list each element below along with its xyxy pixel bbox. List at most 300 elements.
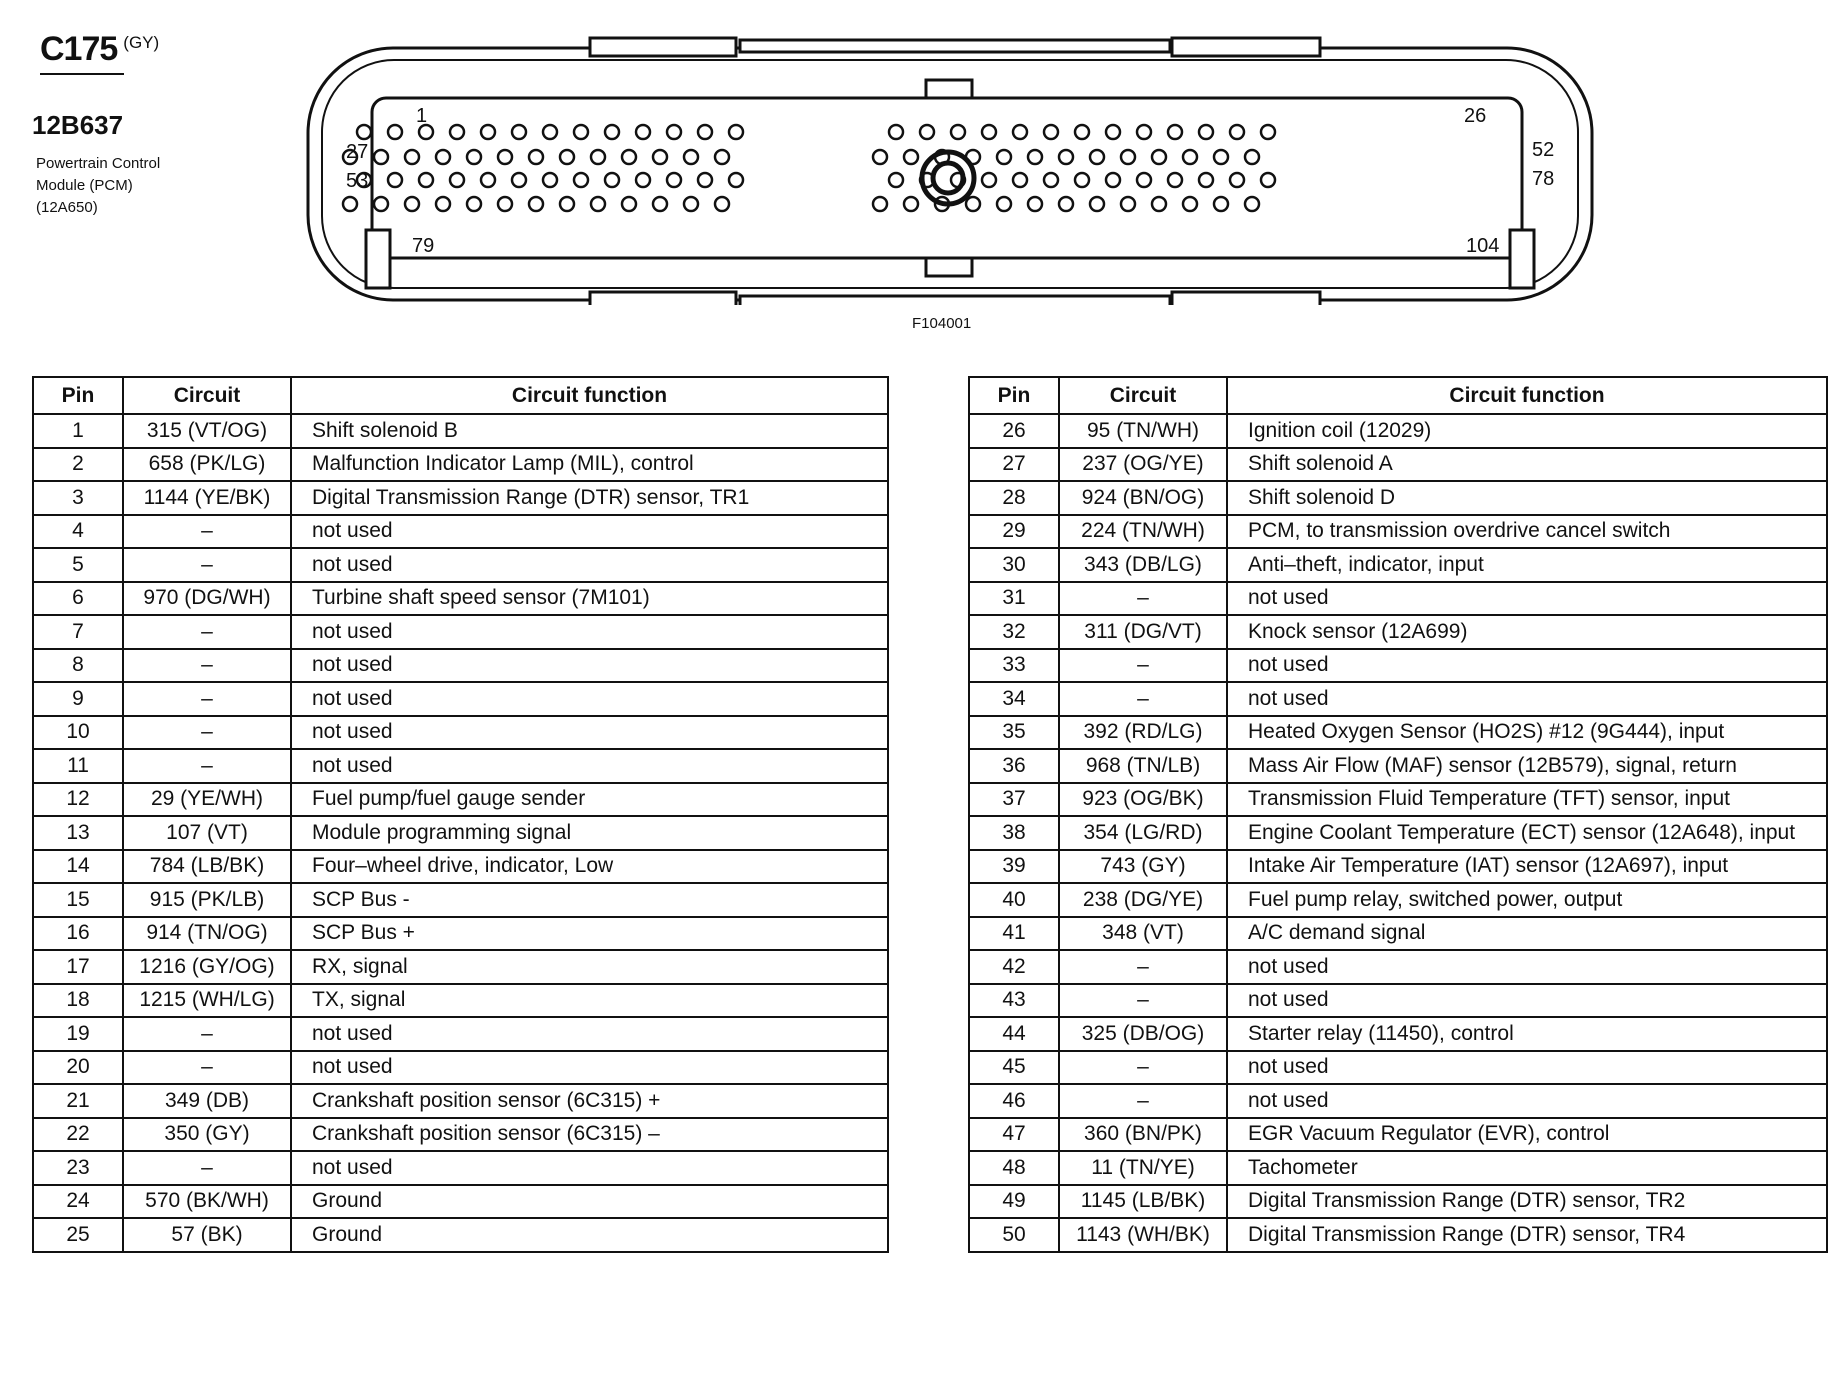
pin-hole bbox=[698, 125, 712, 139]
pin-cell: 2 bbox=[33, 448, 123, 482]
pin-hole bbox=[560, 150, 574, 164]
circuit-cell: 57 (BK) bbox=[123, 1218, 291, 1252]
table-row bbox=[969, 481, 1827, 515]
pin-hole bbox=[543, 125, 557, 139]
pin-hole bbox=[889, 125, 903, 139]
pin-cell: 39 bbox=[969, 850, 1059, 884]
table-row bbox=[969, 850, 1827, 884]
function-cell: not used bbox=[291, 749, 888, 783]
function-cell: not used bbox=[1227, 649, 1827, 683]
pin-cell: 25 bbox=[33, 1218, 123, 1252]
pin-cell: 46 bbox=[969, 1084, 1059, 1118]
pin-cell: 9 bbox=[33, 682, 123, 716]
function-cell: Ground bbox=[291, 1218, 888, 1252]
circuit-cell: 343 (DB/LG) bbox=[1059, 548, 1227, 582]
pin-hole bbox=[889, 173, 903, 187]
pin-label-26: 26 bbox=[1464, 105, 1487, 127]
table-row bbox=[33, 548, 888, 582]
pin-hole bbox=[667, 125, 681, 139]
pin-cell: 37 bbox=[969, 783, 1059, 817]
table-row bbox=[969, 950, 1827, 984]
connector-color: (GY) bbox=[123, 33, 160, 52]
header-pin: Pin bbox=[33, 377, 123, 414]
pin-hole bbox=[574, 173, 588, 187]
function-cell: Digital Transmission Range (DTR) sensor, TR1 bbox=[291, 481, 888, 515]
circuit-cell: 107 (VT) bbox=[123, 816, 291, 850]
pin-hole bbox=[1059, 197, 1073, 211]
circuit-cell: – bbox=[123, 682, 291, 716]
function-cell: SCP Bus - bbox=[291, 883, 888, 917]
pin-cell: 27 bbox=[969, 448, 1059, 482]
pin-hole bbox=[1090, 150, 1104, 164]
pin-hole bbox=[653, 150, 667, 164]
pin-cell: 29 bbox=[969, 515, 1059, 549]
pin-label-79: 79 bbox=[412, 235, 435, 257]
bottom-key bbox=[926, 258, 972, 276]
pin-holes bbox=[343, 125, 1275, 211]
pin-hole bbox=[436, 150, 450, 164]
table-row bbox=[33, 716, 888, 750]
table-row bbox=[969, 582, 1827, 616]
function-cell: not used bbox=[291, 682, 888, 716]
function-cell: Shift solenoid A bbox=[1227, 448, 1827, 482]
top-latch-tabs bbox=[590, 38, 1320, 56]
pin-hole bbox=[605, 125, 619, 139]
table-row bbox=[33, 1185, 888, 1219]
pin-hole bbox=[904, 150, 918, 164]
circuit-cell: – bbox=[1059, 649, 1227, 683]
function-cell: not used bbox=[291, 1151, 888, 1185]
pin-hole bbox=[729, 125, 743, 139]
pin-cell: 1 bbox=[33, 414, 123, 448]
function-cell: Four–wheel drive, indicator, Low bbox=[291, 850, 888, 884]
function-cell: Turbine shaft speed sensor (7M101) bbox=[291, 582, 888, 616]
table-row bbox=[969, 984, 1827, 1018]
figure-id: F104001 bbox=[912, 315, 972, 332]
table-row bbox=[969, 649, 1827, 683]
function-cell: Ground bbox=[291, 1185, 888, 1219]
pin-cell: 15 bbox=[33, 883, 123, 917]
pin-hole bbox=[512, 173, 526, 187]
pin-hole bbox=[1137, 125, 1151, 139]
circuit-cell: – bbox=[1059, 1051, 1227, 1085]
table-row bbox=[969, 783, 1827, 817]
pin-hole bbox=[1075, 173, 1089, 187]
pin-hole bbox=[873, 150, 887, 164]
table-row bbox=[969, 1218, 1827, 1252]
pin-cell: 12 bbox=[33, 783, 123, 817]
pin-hole bbox=[405, 150, 419, 164]
pin-hole bbox=[498, 150, 512, 164]
pin-hole bbox=[1059, 150, 1073, 164]
table-row bbox=[33, 1151, 888, 1185]
table-header-row bbox=[969, 377, 1827, 414]
pin-label-104: 104 bbox=[1466, 235, 1500, 257]
connector-id-underline bbox=[40, 73, 124, 75]
table-row bbox=[33, 917, 888, 951]
circuit-cell: – bbox=[123, 615, 291, 649]
pin-hole bbox=[374, 150, 388, 164]
function-cell: Crankshaft position sensor (6C315) – bbox=[291, 1118, 888, 1152]
pin-hole bbox=[450, 125, 464, 139]
table-row bbox=[33, 1118, 888, 1152]
pin-hole bbox=[1261, 173, 1275, 187]
table-row bbox=[969, 917, 1827, 951]
pin-hole bbox=[1106, 125, 1120, 139]
pin-cell: 32 bbox=[969, 615, 1059, 649]
table-row bbox=[33, 649, 888, 683]
pin-hole bbox=[388, 125, 402, 139]
table-row bbox=[33, 749, 888, 783]
circuit-cell: 915 (PK/LB) bbox=[123, 883, 291, 917]
function-cell: RX, signal bbox=[291, 950, 888, 984]
pin-hole bbox=[622, 150, 636, 164]
circuit-cell: – bbox=[1059, 984, 1227, 1018]
table-row bbox=[969, 1084, 1827, 1118]
pin-cell: 33 bbox=[969, 649, 1059, 683]
table-row bbox=[33, 615, 888, 649]
pin-hole bbox=[1028, 150, 1042, 164]
pin-cell: 19 bbox=[33, 1017, 123, 1051]
function-cell: not used bbox=[1227, 582, 1827, 616]
circuit-cell: – bbox=[1059, 582, 1227, 616]
pin-hole bbox=[467, 197, 481, 211]
circuit-cell: 570 (BK/WH) bbox=[123, 1185, 291, 1219]
function-cell: not used bbox=[291, 1017, 888, 1051]
pin-hole bbox=[1121, 197, 1135, 211]
function-cell: not used bbox=[1227, 984, 1827, 1018]
table-row bbox=[33, 783, 888, 817]
pin-hole bbox=[1261, 125, 1275, 139]
pin-hole bbox=[1230, 173, 1244, 187]
pin-cell: 42 bbox=[969, 950, 1059, 984]
corner-key-right bbox=[1510, 230, 1534, 288]
table-row bbox=[969, 615, 1827, 649]
function-cell: PCM, to transmission overdrive cancel switch bbox=[1227, 515, 1827, 549]
pin-cell: 24 bbox=[33, 1185, 123, 1219]
pin-hole bbox=[560, 197, 574, 211]
circuit-cell: – bbox=[123, 548, 291, 582]
function-cell: not used bbox=[1227, 1051, 1827, 1085]
pinout-table-right bbox=[968, 376, 1828, 1253]
circuit-cell: 237 (OG/YE) bbox=[1059, 448, 1227, 482]
table-row bbox=[33, 883, 888, 917]
table-row bbox=[33, 515, 888, 549]
table-row bbox=[33, 1084, 888, 1118]
pin-hole bbox=[543, 173, 557, 187]
circuit-cell: 224 (TN/WH) bbox=[1059, 515, 1227, 549]
table-row bbox=[969, 1185, 1827, 1219]
header-circuit: Circuit bbox=[1059, 377, 1227, 414]
table-row bbox=[33, 816, 888, 850]
pin-hole bbox=[1230, 125, 1244, 139]
circuit-cell: – bbox=[123, 649, 291, 683]
pin-hole bbox=[605, 173, 619, 187]
pin-cell: 26 bbox=[969, 414, 1059, 448]
function-cell: Digital Transmission Range (DTR) sensor, TR4 bbox=[1227, 1218, 1827, 1252]
pin-hole bbox=[1121, 150, 1135, 164]
description-line: Module (PCM) bbox=[36, 177, 133, 194]
circuit-cell: 1143 (WH/BK) bbox=[1059, 1218, 1227, 1252]
function-cell: Mass Air Flow (MAF) sensor (12B579), signal, return bbox=[1227, 749, 1827, 783]
circuit-cell: 350 (GY) bbox=[123, 1118, 291, 1152]
pin-cell: 8 bbox=[33, 649, 123, 683]
pin-cell: 38 bbox=[969, 816, 1059, 850]
pin-hole bbox=[1214, 150, 1228, 164]
circuit-cell: 325 (DB/OG) bbox=[1059, 1017, 1227, 1051]
pin-cell: 35 bbox=[969, 716, 1059, 750]
pin-cell: 43 bbox=[969, 984, 1059, 1018]
function-cell: Digital Transmission Range (DTR) sensor, TR2 bbox=[1227, 1185, 1827, 1219]
header-circuit-function: Circuit function bbox=[1227, 377, 1827, 414]
circuit-cell: 238 (DG/YE) bbox=[1059, 883, 1227, 917]
function-cell: Malfunction Indicator Lamp (MIL), control bbox=[291, 448, 888, 482]
pin-hole bbox=[1106, 173, 1120, 187]
pin-hole bbox=[481, 173, 495, 187]
function-cell: Transmission Fluid Temperature (TFT) sensor, input bbox=[1227, 783, 1827, 817]
connector-header bbox=[40, 30, 159, 75]
pin-cell: 44 bbox=[969, 1017, 1059, 1051]
module-description bbox=[36, 153, 216, 219]
table-row bbox=[33, 1051, 888, 1085]
circuit-cell: 29 (YE/WH) bbox=[123, 783, 291, 817]
table-row bbox=[969, 448, 1827, 482]
header-circuit-function: Circuit function bbox=[291, 377, 888, 414]
pin-cell: 20 bbox=[33, 1051, 123, 1085]
pin-hole bbox=[1214, 197, 1228, 211]
circuit-cell: 360 (BN/PK) bbox=[1059, 1118, 1227, 1152]
table-row bbox=[33, 850, 888, 884]
pin-hole bbox=[1090, 197, 1104, 211]
function-cell: Shift solenoid B bbox=[291, 414, 888, 448]
pin-hole bbox=[529, 197, 543, 211]
function-cell: A/C demand signal bbox=[1227, 917, 1827, 951]
table-row bbox=[33, 582, 888, 616]
pin-hole bbox=[622, 197, 636, 211]
pin-cell: 14 bbox=[33, 850, 123, 884]
table-row bbox=[969, 682, 1827, 716]
circuit-cell: 914 (TN/OG) bbox=[123, 917, 291, 951]
circuit-cell: 658 (PK/LG) bbox=[123, 448, 291, 482]
pin-cell: 7 bbox=[33, 615, 123, 649]
table-row bbox=[969, 1151, 1827, 1185]
function-cell: not used bbox=[1227, 682, 1827, 716]
pin-hole bbox=[1183, 197, 1197, 211]
function-cell: Heated Oxygen Sensor (HO2S) #12 (9G444), input bbox=[1227, 716, 1827, 750]
table-row bbox=[969, 883, 1827, 917]
pin-hole bbox=[920, 125, 934, 139]
pin-cell: 45 bbox=[969, 1051, 1059, 1085]
circuit-cell: 968 (TN/LB) bbox=[1059, 749, 1227, 783]
pin-hole bbox=[1075, 125, 1089, 139]
pin-cell: 11 bbox=[33, 749, 123, 783]
pin-hole bbox=[715, 150, 729, 164]
pin-hole bbox=[481, 125, 495, 139]
pin-hole bbox=[467, 150, 481, 164]
table-row bbox=[33, 414, 888, 448]
center-bolt-hole bbox=[933, 163, 963, 193]
circuit-cell: 1216 (GY/OG) bbox=[123, 950, 291, 984]
pin-cell: 5 bbox=[33, 548, 123, 582]
function-cell: Shift solenoid D bbox=[1227, 481, 1827, 515]
function-cell: not used bbox=[291, 649, 888, 683]
pin-hole bbox=[512, 125, 526, 139]
table-row bbox=[969, 1051, 1827, 1085]
table-row bbox=[969, 749, 1827, 783]
table-row bbox=[33, 1017, 888, 1051]
function-cell: not used bbox=[291, 1051, 888, 1085]
function-cell: Anti–theft, indicator, input bbox=[1227, 548, 1827, 582]
header-circuit: Circuit bbox=[123, 377, 291, 414]
pin-cell: 18 bbox=[33, 984, 123, 1018]
pin-hole bbox=[405, 197, 419, 211]
function-cell: Knock sensor (12A699) bbox=[1227, 615, 1827, 649]
pin-hole bbox=[436, 197, 450, 211]
pin-cell: 17 bbox=[33, 950, 123, 984]
circuit-cell: – bbox=[1059, 1084, 1227, 1118]
table-row bbox=[33, 1218, 888, 1252]
table-row bbox=[969, 716, 1827, 750]
pin-hole bbox=[966, 197, 980, 211]
pin-hole bbox=[1183, 150, 1197, 164]
pin-hole bbox=[1152, 197, 1166, 211]
circuit-cell: 348 (VT) bbox=[1059, 917, 1227, 951]
pin-cell: 22 bbox=[33, 1118, 123, 1152]
pin-cell: 23 bbox=[33, 1151, 123, 1185]
pin-cell: 36 bbox=[969, 749, 1059, 783]
pin-cell: 41 bbox=[969, 917, 1059, 951]
circuit-cell: – bbox=[123, 749, 291, 783]
pin-hole bbox=[982, 125, 996, 139]
pin-label-1: 1 bbox=[416, 105, 428, 127]
circuit-cell: 743 (GY) bbox=[1059, 850, 1227, 884]
pin-hole bbox=[357, 125, 371, 139]
pin-hole bbox=[951, 125, 965, 139]
circuit-cell: 349 (DB) bbox=[123, 1084, 291, 1118]
pin-hole bbox=[982, 173, 996, 187]
pin-hole bbox=[966, 150, 980, 164]
pin-cell: 34 bbox=[969, 682, 1059, 716]
pin-hole bbox=[1199, 125, 1213, 139]
part-number: 12B637 bbox=[32, 110, 124, 140]
table-row bbox=[969, 816, 1827, 850]
pin-hole bbox=[1013, 173, 1027, 187]
pin-cell: 30 bbox=[969, 548, 1059, 582]
function-cell: Engine Coolant Temperature (ECT) sensor (12A648), input bbox=[1227, 816, 1827, 850]
pin-hole bbox=[388, 173, 402, 187]
function-cell: not used bbox=[291, 515, 888, 549]
circuit-cell: 315 (VT/OG) bbox=[123, 414, 291, 448]
pin-hole bbox=[591, 150, 605, 164]
pin-cell: 21 bbox=[33, 1084, 123, 1118]
function-cell: not used bbox=[291, 548, 888, 582]
pin-hole bbox=[1168, 125, 1182, 139]
function-cell: Module programming signal bbox=[291, 816, 888, 850]
circuit-cell: 784 (LB/BK) bbox=[123, 850, 291, 884]
pin-hole bbox=[343, 197, 357, 211]
pin-cell: 28 bbox=[969, 481, 1059, 515]
circuit-cell: 924 (BN/OG) bbox=[1059, 481, 1227, 515]
pin-label-53: 53 bbox=[346, 170, 369, 192]
function-cell: TX, signal bbox=[291, 984, 888, 1018]
circuit-cell: 1144 (YE/BK) bbox=[123, 481, 291, 515]
pin-hole bbox=[1013, 125, 1027, 139]
circuit-cell: – bbox=[123, 1051, 291, 1085]
table-row bbox=[33, 984, 888, 1018]
function-cell: not used bbox=[291, 615, 888, 649]
pin-hole bbox=[636, 125, 650, 139]
circuit-cell: 392 (RD/LG) bbox=[1059, 716, 1227, 750]
table-row bbox=[969, 515, 1827, 549]
pin-cell: 50 bbox=[969, 1218, 1059, 1252]
pin-label-78: 78 bbox=[1532, 168, 1555, 190]
table-row bbox=[33, 950, 888, 984]
function-cell: Fuel pump/fuel gauge sender bbox=[291, 783, 888, 817]
function-cell: Tachometer bbox=[1227, 1151, 1827, 1185]
pin-label-52: 52 bbox=[1532, 139, 1555, 161]
pin-hole bbox=[591, 197, 605, 211]
pin-hole bbox=[1028, 197, 1042, 211]
pin-hole bbox=[1044, 125, 1058, 139]
function-cell: not used bbox=[291, 716, 888, 750]
pin-cell: 48 bbox=[969, 1151, 1059, 1185]
pin-hole bbox=[374, 197, 388, 211]
pin-hole bbox=[904, 197, 918, 211]
header-pin: Pin bbox=[969, 377, 1059, 414]
table-row bbox=[969, 1017, 1827, 1051]
corner-key-left bbox=[366, 230, 390, 288]
function-cell: Intake Air Temperature (IAT) sensor (12A697), input bbox=[1227, 850, 1827, 884]
function-cell: not used bbox=[1227, 1084, 1827, 1118]
circuit-cell: 923 (OG/BK) bbox=[1059, 783, 1227, 817]
connector-face-diagram bbox=[300, 30, 1600, 305]
circuit-cell: 970 (DG/WH) bbox=[123, 582, 291, 616]
circuit-cell: – bbox=[1059, 950, 1227, 984]
circuit-cell: – bbox=[123, 515, 291, 549]
pin-hole bbox=[498, 197, 512, 211]
pin-hole bbox=[529, 150, 543, 164]
pin-hole bbox=[684, 197, 698, 211]
pin-hole bbox=[684, 150, 698, 164]
circuit-cell: – bbox=[123, 1017, 291, 1051]
circuit-cell: 354 (LG/RD) bbox=[1059, 816, 1227, 850]
circuit-cell: 1145 (LB/BK) bbox=[1059, 1185, 1227, 1219]
bottom-latch-tabs bbox=[590, 292, 1320, 305]
pin-hole bbox=[715, 197, 729, 211]
pinout-table-left bbox=[32, 376, 889, 1253]
pin-cell: 47 bbox=[969, 1118, 1059, 1152]
pin-hole bbox=[729, 173, 743, 187]
pin-hole bbox=[450, 173, 464, 187]
function-cell: Crankshaft position sensor (6C315) + bbox=[291, 1084, 888, 1118]
circuit-cell: 95 (TN/WH) bbox=[1059, 414, 1227, 448]
function-cell: Starter relay (11450), control bbox=[1227, 1017, 1827, 1051]
pin-hole bbox=[419, 173, 433, 187]
table-row bbox=[969, 548, 1827, 582]
table-row bbox=[33, 682, 888, 716]
pin-cell: 10 bbox=[33, 716, 123, 750]
function-cell: Ignition coil (12029) bbox=[1227, 414, 1827, 448]
table-row bbox=[33, 448, 888, 482]
pin-hole bbox=[1168, 173, 1182, 187]
circuit-cell: – bbox=[123, 1151, 291, 1185]
pin-cell: 6 bbox=[33, 582, 123, 616]
pin-hole bbox=[698, 173, 712, 187]
pin-cell: 4 bbox=[33, 515, 123, 549]
function-cell: Fuel pump relay, switched power, output bbox=[1227, 883, 1827, 917]
pin-cell: 49 bbox=[969, 1185, 1059, 1219]
pin-hole bbox=[1245, 150, 1259, 164]
